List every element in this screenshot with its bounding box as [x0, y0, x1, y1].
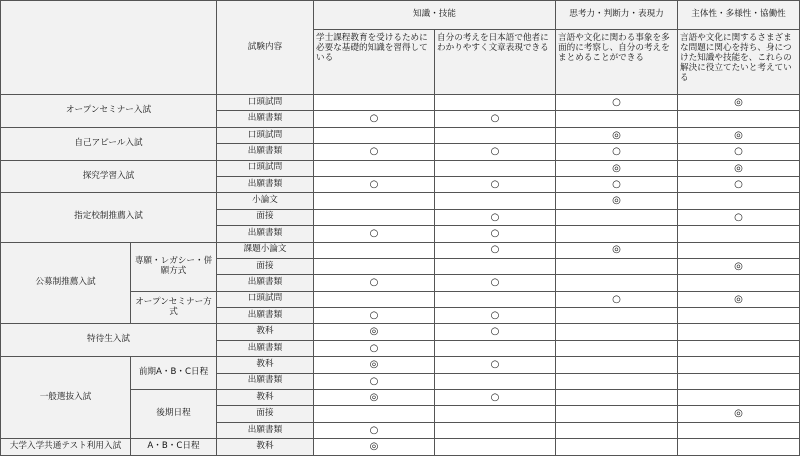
evaluation-mark-1: [314, 160, 435, 176]
test-item-cell: 出願書類: [217, 422, 314, 438]
test-item-cell: 課題小論文: [217, 242, 314, 258]
exam-method-cell: A・B・C日程: [131, 439, 217, 455]
evaluation-mark-4: [678, 324, 800, 340]
evaluation-mark-2: [435, 127, 556, 143]
evaluation-mark-1: ○: [314, 340, 435, 356]
evaluation-mark-1: [314, 209, 435, 225]
evaluation-mark-2: [435, 340, 556, 356]
evaluation-mark-4: [678, 226, 800, 242]
evaluation-mark-3: [556, 439, 678, 455]
evaluation-mark-2: [435, 291, 556, 307]
evaluation-mark-1: [314, 291, 435, 307]
header-criterion-1: 学士課程教育を受けるために必要な基礎的知識を習得している: [314, 30, 435, 95]
test-item-cell: 出願書類: [217, 308, 314, 324]
evaluation-mark-2: ○: [435, 390, 556, 406]
evaluation-mark-1: ◎: [314, 439, 435, 455]
evaluation-mark-3: [556, 422, 678, 438]
evaluation-mark-2: [435, 373, 556, 389]
evaluation-mark-4: [678, 373, 800, 389]
exam-method-cell: 専願・レガシー・併願方式: [131, 242, 217, 291]
evaluation-mark-2: ○: [435, 308, 556, 324]
header-criterion-2: 自分の考えを日本語で他者にわかりやすく文章表現できる: [435, 30, 556, 95]
evaluation-mark-1: ◎: [314, 390, 435, 406]
evaluation-mark-3: [556, 275, 678, 291]
evaluation-mark-4: [678, 390, 800, 406]
evaluation-mark-2: ○: [435, 357, 556, 373]
evaluation-mark-2: [435, 439, 556, 455]
table-row: [1, 439, 800, 455]
evaluation-mark-3: [556, 373, 678, 389]
evaluation-mark-4: [678, 357, 800, 373]
test-item-cell: 出願書類: [217, 340, 314, 356]
evaluation-mark-3: ◎: [556, 242, 678, 258]
header-criterion-4: 言語や文化に関するさまざまな問題に関心を持ち、身につけた知識や技能を、これらの解決に役立てたいと考えている: [678, 30, 800, 95]
evaluation-mark-1: [314, 406, 435, 422]
evaluation-mark-1: [314, 95, 435, 111]
evaluation-mark-1: ○: [314, 144, 435, 160]
evaluation-mark-2: ○: [435, 111, 556, 127]
test-item-cell: 出願書類: [217, 373, 314, 389]
exam-type-cell: 指定校制推薦入試: [1, 193, 217, 242]
evaluation-mark-2: [435, 258, 556, 274]
evaluation-mark-1: ○: [314, 308, 435, 324]
evaluation-mark-4: ○: [678, 176, 800, 192]
test-item-cell: 面接: [217, 258, 314, 274]
table-row: [1, 242, 800, 258]
evaluation-mark-4: ◎: [678, 127, 800, 143]
evaluation-mark-2: [435, 160, 556, 176]
evaluation-mark-4: ◎: [678, 95, 800, 111]
evaluation-mark-4: ◎: [678, 258, 800, 274]
evaluation-mark-4: ◎: [678, 160, 800, 176]
evaluation-mark-3: [556, 390, 678, 406]
test-item-cell: 教科: [217, 439, 314, 455]
evaluation-mark-4: [678, 439, 800, 455]
evaluation-mark-2: ○: [435, 324, 556, 340]
evaluation-mark-4: ○: [678, 144, 800, 160]
test-item-cell: 出願書類: [217, 111, 314, 127]
evaluation-mark-2: ○: [435, 209, 556, 225]
test-item-cell: 出願書類: [217, 226, 314, 242]
test-item-cell: 小論文: [217, 193, 314, 209]
evaluation-mark-3: [556, 357, 678, 373]
evaluation-mark-4: [678, 275, 800, 291]
header-group-initiative: 主体性・多様性・協働性: [678, 1, 800, 30]
evaluation-mark-3: ○: [556, 291, 678, 307]
exam-method-cell: オープンセミナー方式: [131, 291, 217, 324]
evaluation-mark-1: ◎: [314, 357, 435, 373]
table-body: [1, 95, 800, 456]
evaluation-mark-3: ○: [556, 95, 678, 111]
test-item-cell: 面接: [217, 209, 314, 225]
exam-type-cell: 特待生入試: [1, 324, 217, 357]
evaluation-mark-3: ○: [556, 144, 678, 160]
table-row: [1, 193, 800, 209]
test-item-cell: 出願書類: [217, 275, 314, 291]
header-criterion-3: 言語や文化に関わる事象を多面的に考察し、自分の考えをまとめることができる: [556, 30, 678, 95]
evaluation-mark-4: [678, 242, 800, 258]
evaluation-mark-3: [556, 226, 678, 242]
evaluation-mark-4: ○: [678, 209, 800, 225]
evaluation-mark-3: ◎: [556, 127, 678, 143]
evaluation-mark-2: ○: [435, 226, 556, 242]
evaluation-mark-4: ◎: [678, 291, 800, 307]
evaluation-mark-1: ○: [314, 226, 435, 242]
table-row: [1, 160, 800, 176]
evaluation-mark-3: [556, 209, 678, 225]
evaluation-mark-3: ○: [556, 176, 678, 192]
evaluation-mark-1: ○: [314, 422, 435, 438]
header-test-content: 試験内容: [217, 1, 314, 95]
evaluation-mark-1: ◎: [314, 324, 435, 340]
table-row: [1, 127, 800, 143]
exam-type-cell: 公募制推薦入試: [1, 242, 131, 324]
evaluation-mark-3: ◎: [556, 160, 678, 176]
evaluation-mark-1: ○: [314, 111, 435, 127]
exam-type-cell: 大学入学共通テスト利用入試: [1, 439, 131, 455]
table-row: [1, 95, 800, 111]
exam-type-cell: 自己アピール入試: [1, 127, 217, 160]
evaluation-mark-2: ○: [435, 176, 556, 192]
evaluation-mark-3: ◎: [556, 193, 678, 209]
test-item-cell: 口頭試問: [217, 95, 314, 111]
evaluation-mark-2: ○: [435, 144, 556, 160]
evaluation-mark-1: [314, 127, 435, 143]
test-item-cell: 出願書類: [217, 176, 314, 192]
test-item-cell: 口頭試問: [217, 127, 314, 143]
evaluation-mark-3: [556, 406, 678, 422]
evaluation-mark-2: [435, 193, 556, 209]
exam-type-cell: 探究学習入試: [1, 160, 217, 193]
test-item-cell: 教科: [217, 357, 314, 373]
evaluation-mark-1: [314, 193, 435, 209]
test-item-cell: 口頭試問: [217, 291, 314, 307]
evaluation-mark-4: [678, 340, 800, 356]
exam-type-cell: 一般選抜入試: [1, 357, 131, 439]
evaluation-mark-4: [678, 193, 800, 209]
exam-method-cell: 後期日程: [131, 390, 217, 439]
evaluation-mark-2: ○: [435, 242, 556, 258]
test-item-cell: 面接: [217, 406, 314, 422]
evaluation-mark-4: [678, 111, 800, 127]
evaluation-mark-3: [556, 340, 678, 356]
evaluation-mark-3: [556, 111, 678, 127]
evaluation-mark-4: ◎: [678, 406, 800, 422]
evaluation-mark-1: [314, 242, 435, 258]
evaluation-mark-2: [435, 422, 556, 438]
header-corner-cell: [1, 1, 217, 95]
table-row: [1, 324, 800, 340]
evaluation-mark-3: [556, 308, 678, 324]
evaluation-mark-2: ○: [435, 275, 556, 291]
evaluation-mark-3: [556, 258, 678, 274]
table-row: [1, 357, 800, 373]
exam-method-cell: 前期A・B・C日程: [131, 357, 217, 390]
evaluation-mark-1: ○: [314, 275, 435, 291]
evaluation-mark-4: [678, 422, 800, 438]
evaluation-mark-4: [678, 308, 800, 324]
header-group-thinking: 思考力・判断力・表現力: [556, 1, 678, 30]
evaluation-mark-1: ○: [314, 373, 435, 389]
test-item-cell: 教科: [217, 390, 314, 406]
test-item-cell: 教科: [217, 324, 314, 340]
evaluation-mark-1: ○: [314, 176, 435, 192]
test-item-cell: 口頭試問: [217, 160, 314, 176]
evaluation-mark-2: [435, 406, 556, 422]
header-group-knowledge: 知識・技能: [314, 1, 556, 30]
exam-type-cell: オープンセミナー入試: [1, 95, 217, 128]
evaluation-mark-3: [556, 324, 678, 340]
evaluation-mark-1: [314, 258, 435, 274]
test-item-cell: 出願書類: [217, 144, 314, 160]
evaluation-mark-2: [435, 95, 556, 111]
